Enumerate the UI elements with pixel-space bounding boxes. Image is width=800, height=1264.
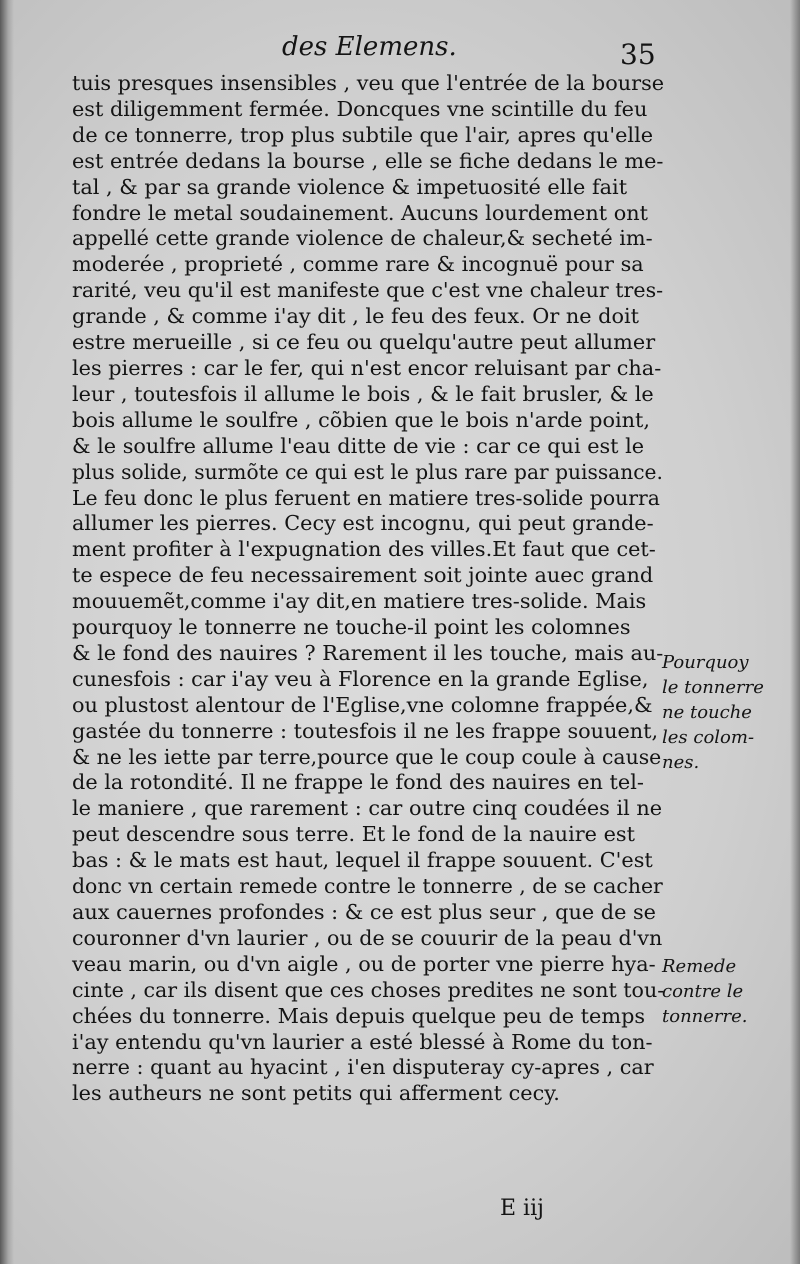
text-line: estre merueille , si ce feu ou quelqu'autre peut allumer	[72, 330, 656, 355]
text-line: veau marin, ou d'vn aigle , ou de porter vne pierre hya-	[72, 951, 656, 976]
text-line: ou plustost alentour de l'Eglise,vne colomne frappée,&	[72, 692, 653, 717]
running-header: des Elemens.	[282, 32, 457, 62]
margin-note-pourquoy	[662, 650, 764, 775]
text-line: & le fond des nauires ? Rarement il les touche, mais au-	[72, 640, 664, 665]
text-line: & le soulfre allume l'eau ditte de vie : car ce qui est le	[72, 433, 645, 458]
text-line: leur , toutesfois il allume le bois , & le fait brusler, & le	[72, 381, 654, 406]
body-text	[72, 71, 664, 1107]
text-line: te espece de feu necessairement soit jointe auec grand	[72, 563, 654, 588]
text-line: est entrée dedans la bourse , elle se fiche dedans le me-	[72, 148, 664, 173]
text-line: donc vn certain remede contre le tonnerre , de se cacher	[72, 874, 663, 899]
text-line: i'ay entendu qu'vn laurier a esté blessé à Rome du ton-	[72, 1029, 653, 1054]
text-line: chées du tonnerre. Mais depuis quelque peu de temps	[72, 1003, 646, 1028]
text-line: le maniere , que rarement : car outre cinq coudées il ne	[72, 796, 663, 821]
text-line: de ce tonnerre, trop plus subtile que l'air, apres qu'elle	[72, 122, 654, 147]
text-line: couronner d'vn laurier , ou de se couurir de la peau d'vn	[72, 925, 663, 950]
text-line: bois allume le soulfre , cõbien que le bois n'arde point,	[72, 407, 651, 432]
margin-note-line: Remede	[662, 956, 737, 977]
text-line: grande , & comme i'ay dit , le feu des feux. Or ne doit	[72, 304, 640, 329]
text-line: pourquoy le tonnerre ne touche-il point les colomnes	[72, 615, 631, 640]
text-line: cunesfois : car i'ay veu à Florence en la grande Eglise,	[72, 666, 649, 691]
text-line: de la rotondité. Il ne frappe le fond des nauires en tel-	[72, 770, 644, 795]
text-line: allumer les pierres. Cecy est incognu, qui peut grande-	[72, 511, 654, 536]
text-line: moderée , proprieté , comme rare & incognuë pour sa	[72, 252, 644, 277]
text-line: & ne les iette par terre,pource que le coup coule à cause	[72, 744, 662, 769]
text-line: bas : & le mats est haut, lequel il frappe souuent. C'est	[72, 848, 653, 873]
text-line: appellé cette grande violence de chaleur,& secheté im-	[72, 226, 653, 251]
text-line: nerre : quant au hyacint , i'en disputeray cy-apres , car	[72, 1055, 654, 1080]
text-line: fondre le metal soudainement. Aucuns lourdement ont	[72, 200, 648, 225]
text-line: rarité, veu qu'il est manifeste que c'est vne chaleur tres-	[72, 278, 664, 303]
text-line: les autheurs ne sont petits qui afferment cecy.	[72, 1081, 560, 1106]
text-line: les pierres : car le fer, qui n'est encor reluisant par cha-	[72, 355, 662, 380]
text-line: peut descendre sous terre. Et le fond de la nauire est	[72, 822, 635, 847]
text-line: cinte , car ils disent que ces choses predites ne sont tou-	[72, 977, 665, 1002]
margin-note-line: contre le	[662, 981, 744, 1002]
margin-note-line: ne touche	[662, 702, 752, 723]
text-line: Le feu donc le plus feruent en matiere tres-solide pourra	[72, 485, 660, 510]
text-line: tuis presques insensibles , veu que l'entrée de la bourse	[72, 71, 665, 95]
text-line: gastée du tonnerre : toutesfois il ne les frappe souuent,	[72, 718, 659, 743]
text-line: plus solide, surmõte ce qui est le plus rare par puissance.	[72, 459, 663, 484]
page-left-edge-shadow	[0, 0, 14, 1264]
margin-note-remede	[662, 954, 748, 1029]
margin-note-line: nes.	[662, 752, 700, 773]
page-number: 35	[620, 38, 656, 71]
margin-note-line: Pourquoy	[662, 652, 749, 673]
margin-note-line: tonnerre.	[662, 1006, 748, 1027]
margin-note-line: le tonnerre	[662, 677, 764, 698]
signature-mark: E iij	[500, 1196, 544, 1221]
text-line: est diligemment fermée. Doncques vne scintille du feu	[72, 96, 648, 121]
text-line: mouuemẽt,comme i'ay dit,en matiere tres-solide. Mais	[72, 589, 647, 614]
text-line: aux cauernes profondes : & ce est plus seur , que de se	[72, 900, 656, 924]
text-line: ment profiter à l'expugnation des villes.Et faut que cet-	[72, 537, 656, 562]
margin-note-line: les colom-	[662, 727, 755, 748]
text-line: tal , & par sa grande violence & impetuosité elle fait	[72, 174, 628, 199]
page-right-edge-shadow	[790, 0, 800, 1264]
